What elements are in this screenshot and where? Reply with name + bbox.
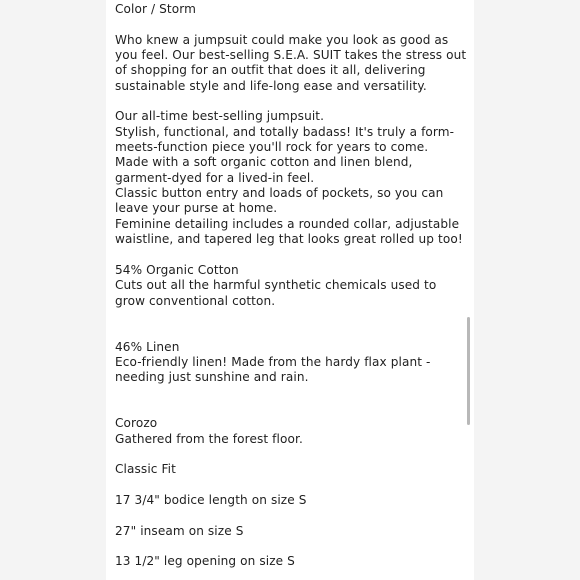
material-name: Corozo — [115, 416, 158, 431]
material-linen — [115, 340, 467, 386]
features-list — [115, 109, 467, 247]
measurement-line: 27" inseam on size S — [115, 523, 244, 538]
feature-line: Our all-time best-selling jumpsuit. — [115, 109, 325, 124]
measurement-line: 13 1/2" leg opening on size S — [115, 554, 295, 569]
material-desc: Cuts out all the harmful synthetic chemicals used to grow conventional cotton. — [115, 278, 437, 308]
right-gutter — [474, 0, 580, 580]
feature-line: Classic button entry and loads of pockets, so you can leave your purse at home. — [115, 186, 444, 216]
feature-line: Stylish, functional, and totally badass! It's truly a form-meets-function piece you'll rock for years to come. — [115, 124, 455, 155]
material-desc: Eco-friendly linen! Made from the hardy flax plant - needing just sunshine and rain. — [115, 354, 431, 385]
color-line: Color / Storm — [115, 2, 196, 16]
vertical-scrollbar-thumb[interactable] — [467, 317, 470, 425]
material-corozo — [115, 416, 467, 447]
product-description-text — [115, 2, 467, 578]
material-name: 54% Organic Cotton — [115, 262, 239, 277]
measurement-line: 17 3/4" bodice length on size S — [115, 493, 307, 507]
left-gutter — [0, 0, 106, 580]
fit-line: Classic Fit — [115, 462, 176, 477]
material-name: 46% Linen — [115, 339, 180, 354]
material-desc: Gathered from the forest floor. — [115, 431, 303, 446]
feature-line: Feminine detailing includes a rounded collar, adjustable waistline, and tapered leg that looks great rolled up too! — [115, 216, 463, 247]
material-cotton — [115, 263, 467, 309]
feature-line: Made with a soft organic cotton and linen blend, garment-dyed for a lived-in feel. — [115, 155, 413, 185]
intro-paragraph: Who knew a jumpsuit could make you look as good as you feel. Our best-selling S.E.A. SUIT takes the stress out of shopping for an outfit that does it all, delivering sustainable style and life-long ease and versatility. — [115, 32, 467, 93]
